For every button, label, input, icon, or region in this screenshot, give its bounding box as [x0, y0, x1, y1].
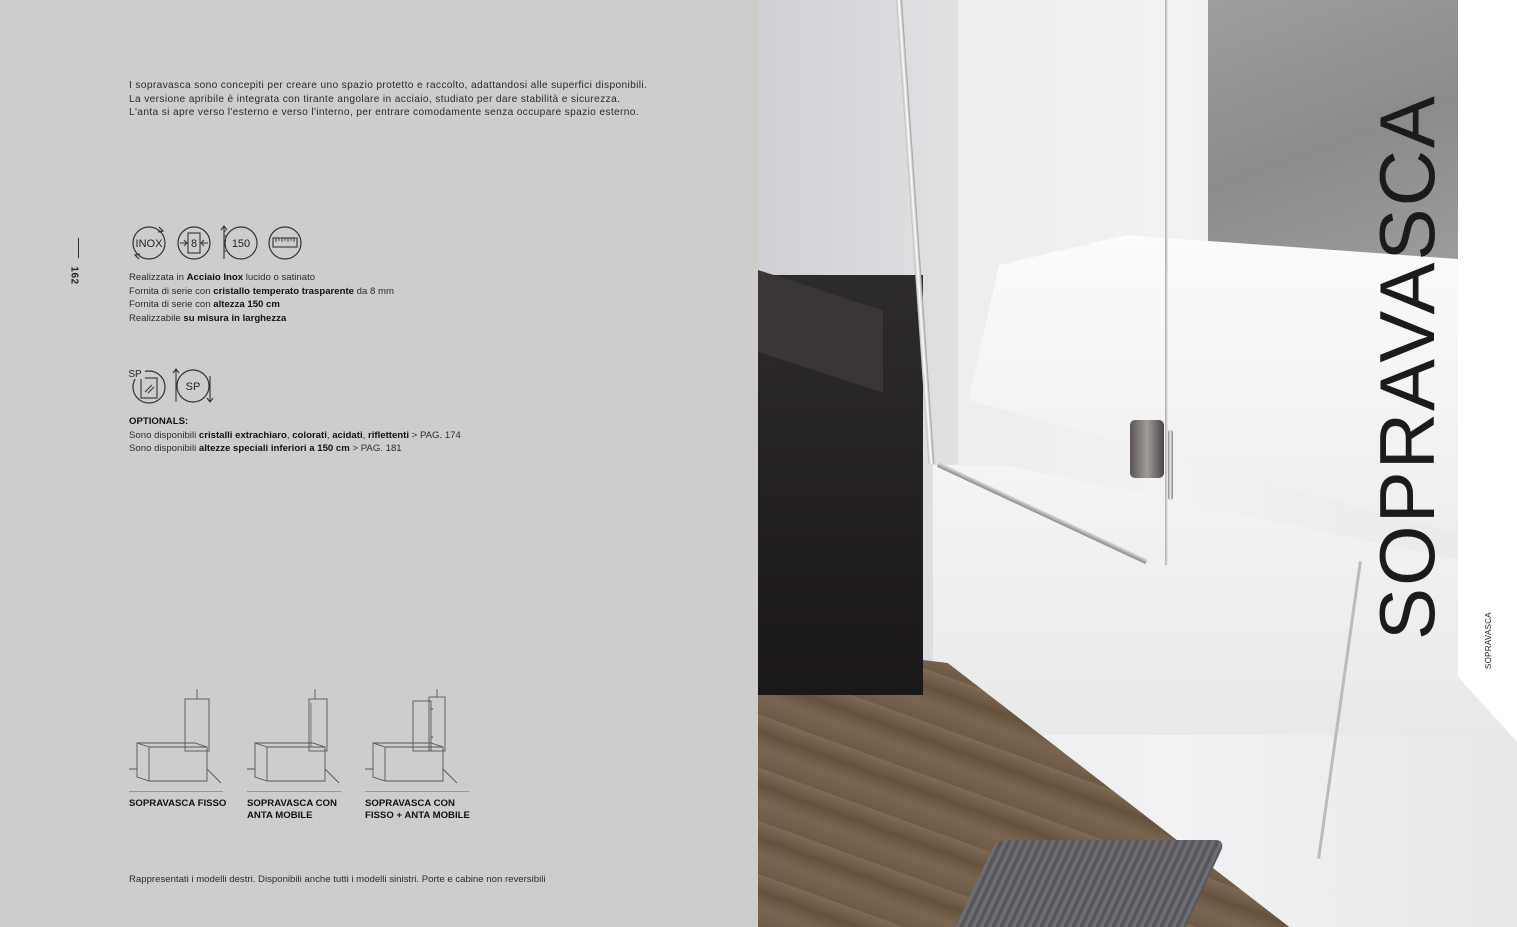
model-fixed-plus-door: [365, 685, 483, 821]
feature-item: Fornita di serie con cristallo temperato trasparente da 8 mm: [129, 285, 395, 297]
page-number-text: 162: [68, 266, 80, 285]
model-label: SOPRAVASCA CON ANTA MOBILE: [247, 798, 337, 821]
intro-line: I sopravasca sono concepiti per creare uno spazio protetto e raccolto, adattandosi alle superfici disponibili.: [129, 80, 648, 91]
section-title: SOPRAVASCA: [1363, 94, 1451, 640]
photo-handle: [1168, 430, 1173, 500]
intro-line: La versione apribile è integrata con tirante angolare in acciaio, studiato per dare stabilità e sicurezza.: [129, 93, 621, 105]
swing-door-diagram: [247, 685, 343, 787]
special-height-label: SP: [185, 381, 201, 393]
side-section-label: SOPRAVASCA: [1484, 612, 1493, 669]
model-rule: [365, 791, 469, 792]
height-icon-label: 150: [231, 238, 251, 250]
feature-item: Realizzata in Acciaio Inox lucido o satinato: [129, 272, 316, 283]
optionals-heading: OPTIONALS:: [129, 416, 189, 427]
optionals-line: Sono disponibili altezze speciali inferiori a 150 cm > PAG. 181: [129, 443, 402, 455]
optionals-section: [129, 415, 461, 456]
model-rule: [129, 791, 223, 792]
model-rule: [247, 791, 341, 792]
glass-thickness-icon: [175, 223, 213, 263]
inox-icon: [129, 223, 169, 263]
glass-thickness-label: 8: [190, 238, 198, 250]
model-fixed: [129, 685, 247, 821]
optional-icons: [127, 366, 215, 406]
custom-width-ruler-icon: [265, 223, 305, 263]
feature-item: Realizzabile su misura in larghezza: [129, 313, 287, 325]
page-number: [69, 238, 89, 288]
intro-text: [129, 79, 689, 120]
inox-icon-label: INOX: [135, 238, 163, 250]
footnote: Rappresentati i modelli destri. Disponibili anche tutti i modelli sinistri. Porte e cabine non reversibili: [129, 874, 546, 885]
height-150-icon: [219, 223, 259, 263]
feature-item: Fornita di serie con altezza 150 cm: [129, 299, 280, 311]
model-swing-door: [247, 685, 365, 821]
feature-icons: [129, 223, 305, 263]
fixed-plus-door-diagram: [365, 685, 471, 787]
special-glass-label: SP: [128, 369, 142, 380]
model-label: SOPRAVASCA FISSO: [129, 798, 227, 809]
product-photo: [758, 0, 1517, 927]
left-page: [0, 0, 758, 927]
special-glass-icon: [127, 366, 169, 406]
optionals-line: Sono disponibili cristalli extrachiaro, colorati, acidati, riflettenti > PAG. 174: [129, 429, 461, 441]
feature-list: [129, 271, 394, 326]
photo-hinge: [1130, 420, 1164, 478]
special-height-icon: [171, 366, 215, 406]
intro-line: L'anta si apre verso l'esterno e verso l'interno, per entrare comodamente senza occupare spazio esterno.: [129, 107, 639, 119]
page-number-rule: [78, 238, 79, 258]
model-label: SOPRAVASCA CON FISSO + ANTA MOBILE: [365, 798, 470, 821]
model-list: [129, 685, 483, 821]
fixed-panel-diagram: [129, 685, 225, 787]
